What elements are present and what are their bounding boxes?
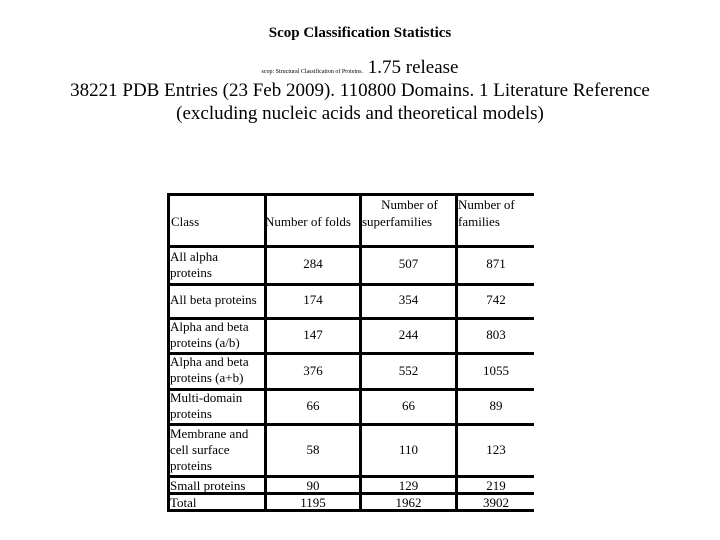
row-label-line: proteins: [170, 406, 212, 421]
families-value: 742: [486, 292, 506, 307]
header-class: Class: [171, 214, 200, 229]
superfamilies-value: 507: [398, 256, 419, 271]
superfamilies-value: 552: [398, 363, 419, 378]
row-label-line: Alpha and beta: [170, 354, 249, 369]
families-value: 803: [486, 327, 506, 342]
row-divider: [167, 283, 534, 286]
row-label-line: proteins (a/b): [170, 335, 240, 350]
row-label-line: proteins (a+b): [170, 370, 244, 385]
folds-value: 1195: [300, 495, 326, 510]
row-divider: [167, 245, 534, 248]
row-label: [170, 319, 265, 351]
families-value: 1055: [483, 363, 509, 378]
families-value: 219: [486, 478, 506, 493]
scop-full-name: scop: Structural Classification of Proteins.: [261, 69, 363, 75]
row-label-line: Multi-domain: [170, 390, 243, 405]
row-label-line: Total: [170, 495, 197, 510]
header-superfamilies-line2: superfamilies: [362, 214, 433, 229]
col-divider: [359, 193, 362, 512]
folds-value: 174: [303, 292, 323, 307]
header-families-line2: families: [458, 214, 500, 229]
superfamilies-value: 110: [398, 442, 419, 457]
summary-entries: 38221 PDB Entries (23 Feb 2009). 110800 Domains. 1 Literature Reference: [70, 80, 650, 101]
superfamilies-value: 354: [398, 292, 419, 307]
row-label: [170, 390, 265, 422]
families-value: 3902: [483, 495, 509, 510]
page-title: Scop Classification Statistics: [268, 25, 452, 41]
row-label: [170, 354, 265, 386]
folds-value: 66: [306, 398, 320, 413]
folds-value: 58: [306, 442, 320, 457]
row-label-line: cell surface: [170, 442, 230, 457]
release-label: 1.75 release: [367, 57, 459, 78]
row-label: [170, 478, 265, 494]
folds-value: 284: [303, 256, 323, 271]
families-value: 871: [486, 256, 506, 271]
row-label: [170, 426, 265, 474]
row-label: [170, 495, 265, 511]
folds-value: 90: [306, 478, 320, 493]
superfamilies-value: 244: [398, 327, 419, 342]
col-divider: [455, 193, 458, 512]
row-label-line: Small proteins: [170, 478, 246, 493]
header-superfamilies-line1: Number of: [381, 197, 438, 212]
row-label-line: Alpha and beta: [170, 319, 249, 334]
row-label-line: All beta proteins: [170, 292, 257, 307]
superfamilies-value: 129: [398, 478, 419, 493]
row-label-line: Membrane and: [170, 426, 249, 441]
header-folds: Number of folds: [265, 214, 351, 229]
row-label: [170, 249, 265, 281]
row-label-line: proteins: [170, 265, 212, 280]
row-label: [170, 292, 265, 308]
row-label-line: proteins: [170, 458, 212, 473]
folds-value: 376: [303, 363, 323, 378]
superfamilies-value: 1962: [395, 495, 422, 510]
superfamilies-value: 66: [402, 398, 415, 413]
classification-table: [167, 193, 534, 512]
families-value: 123: [486, 442, 506, 457]
families-value: 89: [489, 398, 503, 413]
row-label-line: All alpha: [170, 249, 219, 264]
header-families-line1: Number of: [458, 197, 515, 212]
summary-note: (excluding nucleic acids and theoretical models): [176, 103, 544, 124]
folds-value: 147: [303, 327, 323, 342]
